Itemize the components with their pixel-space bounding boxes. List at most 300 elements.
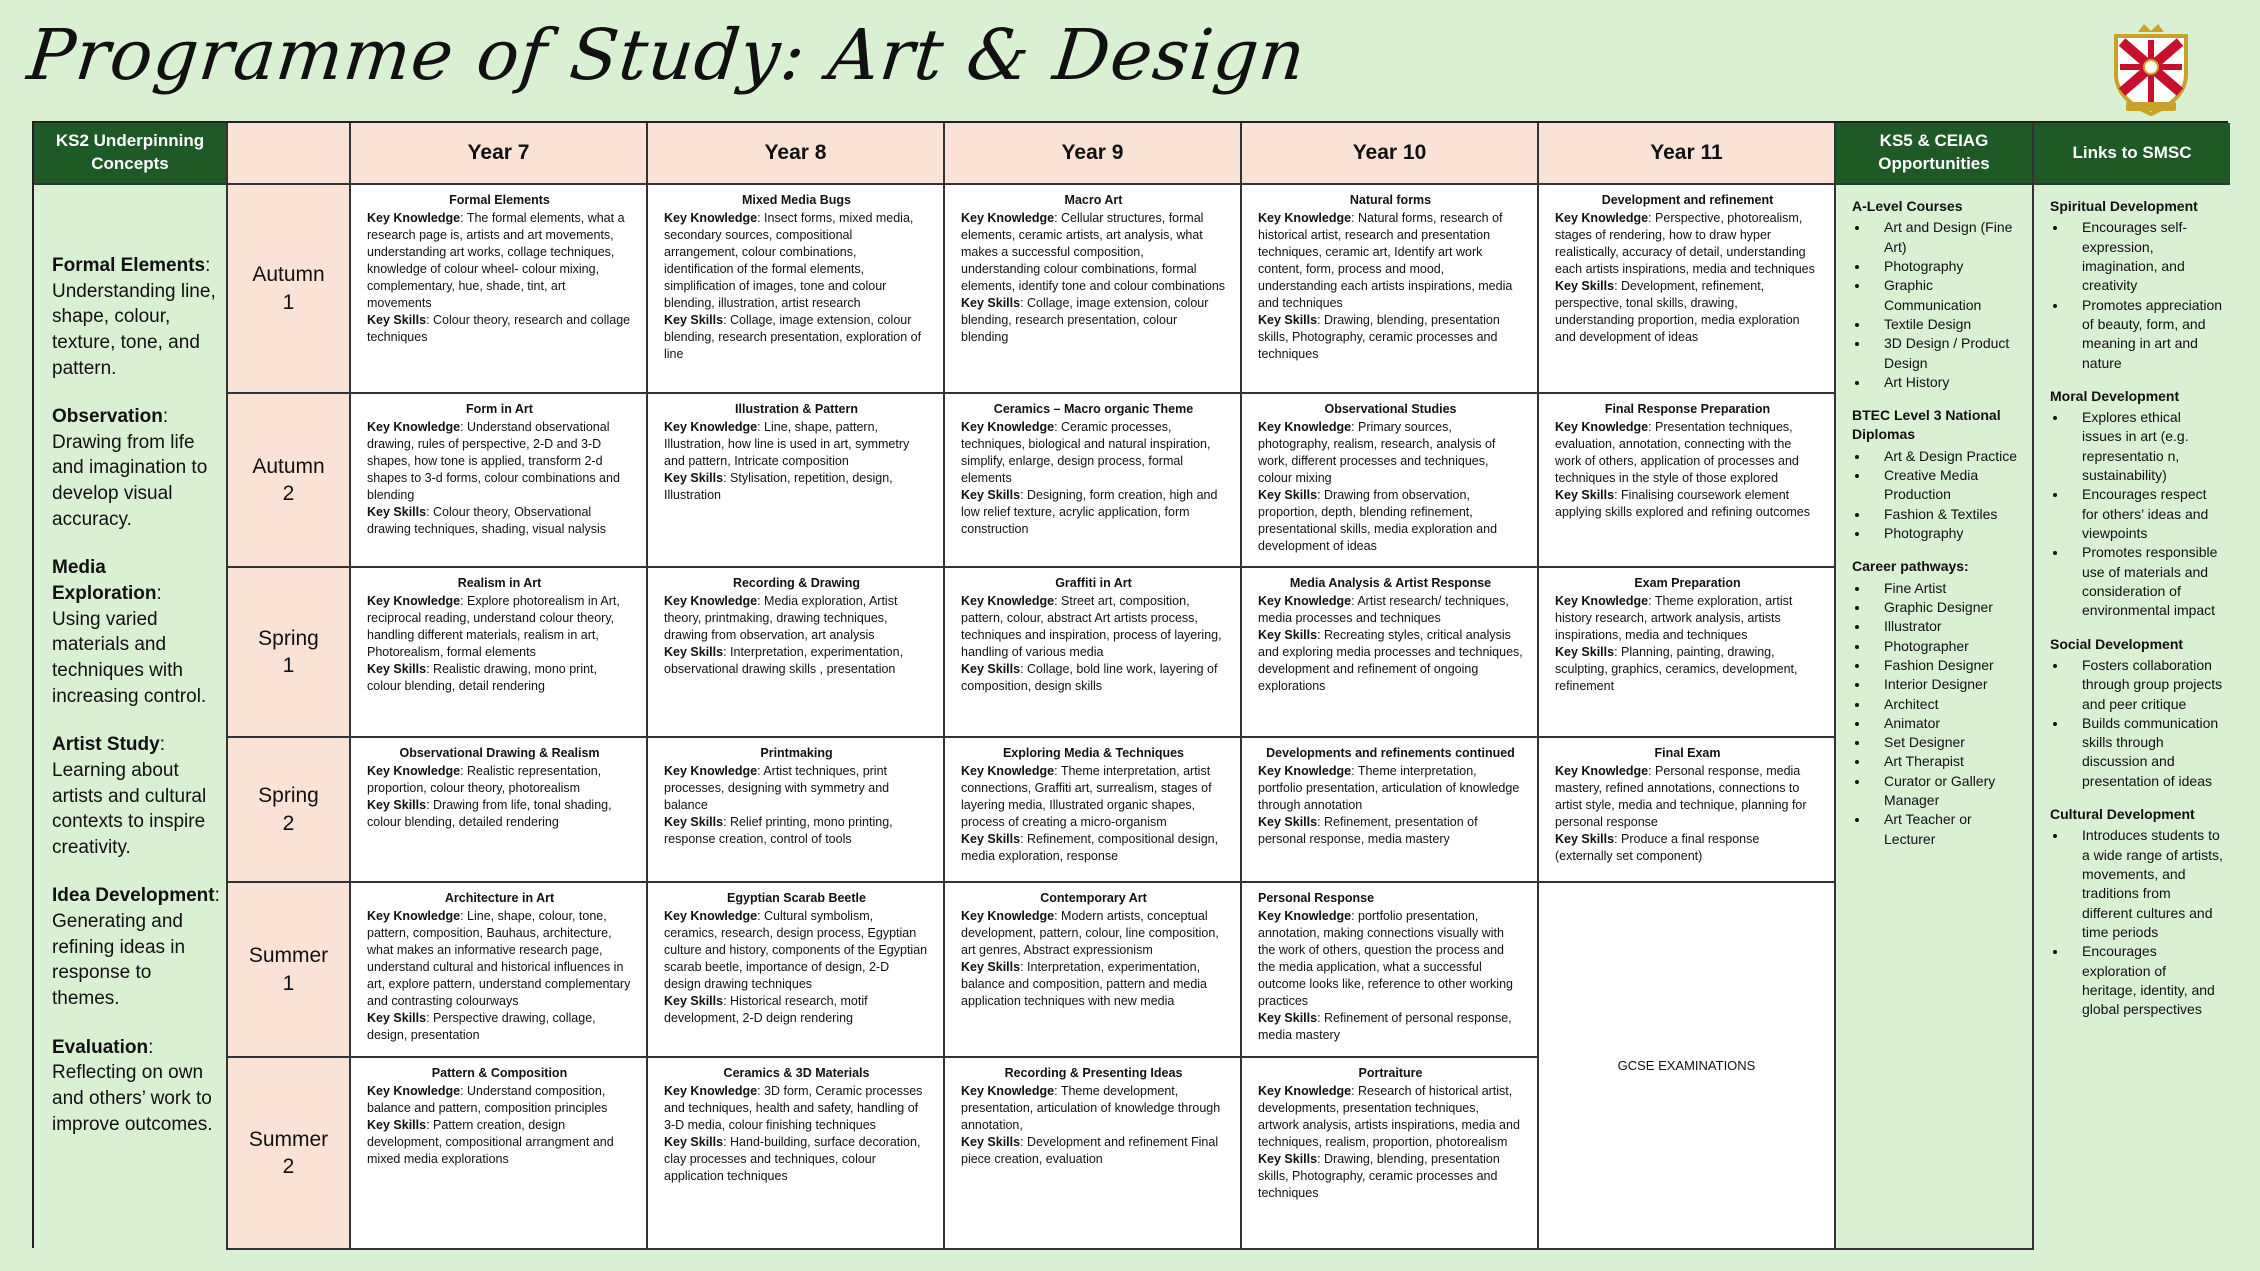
key-skills-text: Perspective drawing, collage, design, presentation: [367, 1011, 596, 1042]
ks2-concept-desc: Learning about artists and cultural contexts to inspire creativity.: [52, 759, 207, 858]
key-knowledge-label: Key Knowledge: [664, 909, 758, 923]
key-skills-label: Key Skills: [961, 832, 1021, 846]
key-knowledge-label: Key Knowledge: [664, 1084, 758, 1098]
key-skills-text: Produce a final response (externally set component): [1555, 832, 1760, 863]
smsc-list: [2050, 408, 2224, 620]
key-knowledge-label: Key Knowledge: [1258, 211, 1352, 225]
key-knowledge-label: Key Knowledge: [961, 764, 1055, 778]
smsc-heading: Moral Development: [2050, 387, 2180, 404]
unit-title: Mixed Media Bugs: [741, 193, 852, 207]
school-crest-logo: [2108, 22, 2194, 118]
key-knowledge: Key Knowledge: Modern artists, conceptual development, pattern, colour, line composition, art genres, Abstract expressionism: [961, 909, 1219, 957]
key-knowledge-text: Theme interpretation, artist connections, Graffiti art, surrealism, stages of layering media, Illustrated organic shapes, process of creating a micro-organism: [961, 764, 1212, 829]
key-knowledge: Key Knowledge: 3D form, Ceramic processes and techniques, health and safety, handling of 3-D media, colour finishing techniques: [664, 1084, 923, 1132]
unit-cell: [1539, 394, 1836, 568]
smsc-list-item: • Promotes appreciation of beauty, form, and meaning in art and nature: [2068, 296, 2224, 373]
key-knowledge-text: Natural forms, research of historical artist, research and presentation techniques, ceramic art, Identify art work content, form, process and mood, understanding each artists inspirations, media and techniques: [1258, 211, 1513, 310]
key-knowledge-label: Key Knowledge: [367, 211, 461, 225]
key-skills-label: Key Skills: [664, 645, 724, 659]
key-knowledge-text: Understand observational drawing, rules of perspective, 2-D and 3-D shapes, how tone is applied, transform 2-d shapes to 3-d forms, colour combinations and blending: [367, 420, 620, 502]
key-knowledge: Key Knowledge: Cultural symbolism, ceramics, research, design process, Egyptian culture and history, components of the Egyptian scarab beetle, importance of design, 2-D design drawing techniques: [664, 909, 928, 991]
ks2-concept-desc: Understanding line, shape, colour, texture, tone, and pattern.: [52, 280, 216, 379]
key-knowledge-label: Key Knowledge: [664, 594, 758, 608]
key-skills: Key Skills: Drawing, blending, presentation skills, Photography, ceramic processes and techniques: [1258, 313, 1500, 361]
unit-title: Portraiture: [1358, 1066, 1423, 1080]
ks2-concept: Idea Development: Generating and refining ideas in response to themes.: [52, 883, 220, 1011]
key-knowledge: Key Knowledge: The formal elements, what a research page is, artists and art movements, understanding art works, collage techniques, knowledge of colour wheel- colour mixing, complementary, hue, shade, tint, art movements: [367, 211, 625, 310]
smsc-list-item: • Explores ethical issues in art (e.g. representatio n, sustainability): [2068, 408, 2224, 485]
unit-title: Macro Art: [1064, 193, 1123, 207]
key-skills-text: Collage, bold line work, layering of composition, design skills: [961, 662, 1218, 693]
unit-cell: [648, 1058, 945, 1250]
unit-cell: [945, 568, 1242, 738]
key-skills-text: Colour theory, research and collage techniques: [367, 313, 631, 344]
key-knowledge-text: Line, shape, pattern, Illustration, how line is used in art, symmetry and pattern, Intricate composition: [664, 420, 910, 468]
ks5-list-item: • Illustrator: [1870, 617, 2026, 636]
key-skills: Key Skills: Drawing, blending, presentation skills, Photography, ceramic processes and techniques: [1258, 1152, 1500, 1200]
key-skills-text: Interpretation, experimentation, balance and composition, pattern and media application techniques with new media: [961, 960, 1207, 1008]
smsc-list-item: • Encourages self-expression, imagination, and creativity: [2068, 218, 2224, 295]
key-knowledge: Key Knowledge: Understand composition, balance and pattern, composition principles: [367, 1084, 608, 1115]
ks2-concept-name: Evaluation: [52, 1036, 149, 1058]
key-skills-text: Realistic drawing, mono print, colour blending, detail rendering: [367, 662, 597, 693]
key-skills: Key Skills: Historical research, motif development, 2-D deign rendering: [664, 994, 868, 1025]
unit-cell: [351, 568, 648, 738]
key-skills-label: Key Skills: [367, 1011, 427, 1025]
key-knowledge: Key Knowledge: Line, shape, colour, tone, pattern, composition, Bauhaus, architecture, what makes an informative research page, understand cultural and historical influences in art, explore pattern, understand complementary and contrasting colourways: [367, 909, 631, 1008]
key-skills-text: Refinement of personal response, media mastery: [1258, 1011, 1512, 1042]
key-skills: Key Skills: Recreating styles, critical analysis and exploring media processes and techniques, development and refinement of ongoing explorations: [1258, 628, 1523, 693]
ks2-concepts-column: [34, 185, 228, 1250]
term-label: Summer 1: [228, 883, 351, 1058]
unit-title: Developments and refinements continued: [1266, 746, 1515, 760]
unit-title: Final Exam: [1654, 746, 1721, 760]
key-skills-text: Refinement, presentation of personal response, media mastery: [1258, 815, 1478, 846]
smsc-list-item: • Encourages respect for others’ ideas and viewpoints: [2068, 485, 2224, 543]
unit-title: Exploring Media & Techniques: [1002, 746, 1185, 760]
unit-title: Form in Art: [466, 402, 533, 416]
key-skills: Key Skills: Refinement, presentation of personal response, media mastery: [1258, 815, 1478, 846]
key-skills: Key Skills: Relief printing, mono printing, response creation, control of tools: [664, 815, 893, 846]
key-skills: Key Skills: Realistic drawing, mono print, colour blending, detail rendering: [367, 662, 597, 693]
key-knowledge-text: Cultural symbolism, ceramics, research, design process, Egyptian culture and history, components of the Egyptian scarab beetle, importance of design, 2-D design drawing techniques: [664, 909, 928, 991]
key-knowledge: Key Knowledge: Artist techniques, print processes, designing with symmetry and balance: [664, 764, 890, 812]
key-knowledge-text: Primary sources, photography, realism, research, analysis of work, different processes and techniques, colour mixing: [1258, 420, 1496, 485]
key-skills: Key Skills: Perspective drawing, collage, design, presentation: [367, 1011, 596, 1042]
unit-title: Ceramics – Macro organic Theme: [993, 402, 1194, 416]
ks5-list-item: • Art History: [1870, 373, 2026, 392]
key-knowledge: Key Knowledge: Theme interpretation, portfolio presentation, articulation of knowledge through annotation: [1258, 764, 1520, 812]
key-skills-label: Key Skills: [1258, 1011, 1318, 1025]
ks5-list-item: • Photography: [1870, 257, 2026, 276]
key-skills: Key Skills: Drawing from life, tonal shading, colour blending, detailed rendering: [367, 798, 612, 829]
key-knowledge-label: Key Knowledge: [367, 764, 461, 778]
smsc-heading: Cultural Development: [2050, 806, 2195, 823]
unit-cell: [648, 738, 945, 883]
key-knowledge-text: Realistic representation, proportion, colour theory, photorealism: [367, 764, 602, 795]
unit-cell: [648, 185, 945, 394]
key-knowledge: Key Knowledge: Ceramic processes, techniques, biological and natural inspiration, simplify, enlarge, design process, formal elements: [961, 420, 1211, 485]
key-skills-label: Key Skills: [664, 994, 724, 1008]
unit-title: Architecture in Art: [444, 891, 555, 905]
key-knowledge-label: Key Knowledge: [1258, 764, 1352, 778]
key-knowledge: Key Knowledge: Research of historical artist, developments, presentation techniques, artwork analysis, artists inspirations, media and techniques, realism, proportion, photorealism: [1258, 1084, 1520, 1149]
ks2-concept-desc: Drawing from life and imagination to develop visual accuracy.: [52, 431, 208, 530]
ks5-list-item: • Textile Design: [1870, 315, 2026, 334]
key-knowledge-label: Key Knowledge: [367, 909, 461, 923]
ks5-column: [1836, 185, 2034, 1250]
unit-title: Observational Drawing & Realism: [399, 746, 600, 760]
unit-cell: [1242, 185, 1539, 394]
ks5-heading: BTEC Level 3 National Diplomas: [1852, 407, 2001, 443]
unit-title: Illustration & Pattern: [735, 402, 858, 416]
key-knowledge: Key Knowledge: Line, shape, pattern, Illustration, how line is used in art, symmetry and pattern, Intricate composition: [664, 420, 910, 468]
unit-title: Media Analysis & Artist Response: [1289, 576, 1492, 590]
key-knowledge-label: Key Knowledge: [961, 211, 1055, 225]
key-knowledge-label: Key Knowledge: [1258, 1084, 1352, 1098]
ks2-concept-name: Formal Elements: [52, 255, 206, 276]
key-knowledge-text: Explore photorealism in Art, reciprocal reading, understand colour theory, handling different materials, realism in art, Photorealism, formal elements: [367, 594, 620, 659]
ks5-list-item: • Fashion & Textiles: [1870, 505, 2026, 524]
key-knowledge-text: portfolio presentation, annotation, making connections visually with the work of others, question the process and the media application, what a successful outcome looks like, reference to other working practices: [1258, 909, 1513, 1008]
unit-cell: [351, 738, 648, 883]
key-knowledge-text: Theme interpretation, portfolio presentation, articulation of knowledge through annotation: [1258, 764, 1520, 812]
key-knowledge-label: Key Knowledge: [1555, 764, 1649, 778]
ks2-concept-desc: Generating and refining ideas in response to themes.: [52, 911, 186, 1010]
key-skills-text: Recreating styles, critical analysis and exploring media processes and techniques, development and refinement of ongoing explorations: [1258, 628, 1523, 693]
key-knowledge-label: Key Knowledge: [367, 594, 461, 608]
key-skills-text: Stylisation, repetition, design, Illustration: [664, 471, 893, 502]
key-skills-label: Key Skills: [1555, 279, 1615, 293]
ks5-list-item: • Art & Design Practice: [1870, 447, 2026, 466]
key-knowledge: Key Knowledge: Insect forms, mixed media, secondary sources, compositional arrangement, colour combinations, identification of the formal elements, simplification of images, tone and colour blending, illustration, artist research: [664, 211, 914, 310]
key-skills-label: Key Skills: [1258, 1152, 1318, 1166]
ks5-list-item: • Creative Media Production: [1870, 466, 2026, 505]
smsc-list-item: • Encourages exploration of heritage, identity, and global perspectives: [2068, 942, 2224, 1019]
ks2-concept-name: Idea Development: [52, 885, 215, 907]
ks2-concept-desc: Using varied materials and techniques with increasing control.: [52, 608, 207, 707]
ks5-list-item: • Curator or Gallery Manager: [1870, 772, 2026, 811]
key-skills-text: Development and refinement Final piece creation, evaluation: [961, 1135, 1219, 1166]
key-skills: Key Skills: Refinement, compositional design, media exploration, response: [961, 832, 1219, 863]
smsc-list-item: • Promotes responsible use of materials and consideration of environmental impact: [2068, 543, 2224, 620]
key-knowledge: Key Knowledge: Artist research/ techniques, media processes and techniques: [1258, 594, 1509, 625]
key-knowledge-text: Modern artists, conceptual development, pattern, colour, line composition, art genres, Abstract expressionism: [961, 909, 1219, 957]
unit-title: Natural forms: [1349, 193, 1432, 207]
key-skills-label: Key Skills: [1555, 645, 1615, 659]
unit-cell: [351, 394, 648, 568]
ks5-list-item: • Art and Design (Fine Art): [1870, 218, 2026, 257]
ks5-list-item: • Architect: [1870, 695, 2026, 714]
key-skills-text: Drawing, blending, presentation skills, Photography, ceramic processes and techniques: [1258, 313, 1500, 361]
key-knowledge: Key Knowledge: portfolio presentation, annotation, making connections visually with the work of others, question the process and the media application, what a successful outcome looks like, reference to other working practices: [1258, 909, 1513, 1008]
unit-title: Observational Studies: [1324, 402, 1457, 416]
key-skills: Key Skills: Development and refinement Final piece creation, evaluation: [961, 1135, 1219, 1166]
key-knowledge-label: Key Knowledge: [961, 420, 1055, 434]
term-label: Autumn 1: [228, 185, 351, 394]
key-skills-label: Key Skills: [961, 488, 1021, 502]
key-knowledge-label: Key Knowledge: [961, 594, 1055, 608]
key-knowledge: Key Knowledge: Cellular structures, formal elements, ceramic artists, art analysis, what makes a successful composition, understanding colour combinations, formal elements, identify tone and colour combinations: [961, 211, 1226, 293]
unit-cell: [351, 185, 648, 394]
ks5-list-item: • Fashion Designer: [1870, 656, 2026, 675]
unit-cell: [351, 1058, 648, 1250]
unit-title: Realism in Art: [457, 576, 542, 590]
term-header-blank: [228, 123, 351, 185]
unit-title: Development and refinement: [1601, 193, 1774, 207]
key-knowledge: Key Knowledge: Explore photorealism in Art, reciprocal reading, understand colour theory, handling different materials, realism in art, Photorealism, formal elements: [367, 594, 620, 659]
ks5-list: [1852, 579, 2026, 849]
unit-cell: [1242, 883, 1539, 1058]
unit-cell: [1539, 738, 1836, 883]
key-skills: Key Skills: Drawing from observation, proportion, depth, blending refinement, presentational skills, media exploration and development of ideas: [1258, 488, 1498, 553]
key-skills-text: Pattern creation, design development, compositional arrangment and mixed media explorations: [367, 1118, 614, 1166]
smsc-list: [2050, 218, 2224, 373]
ks5-list-item: • Fine Artist: [1870, 579, 2026, 598]
key-skills-label: Key Skills: [367, 1118, 427, 1132]
key-skills-text: Planning, painting, drawing, sculpting, graphics, ceramics, development, refinement: [1555, 645, 1798, 693]
key-skills: Key Skills: Hand-building, surface decoration, clay processes and techniques, colour application techniques: [664, 1135, 921, 1183]
programme-table: [32, 121, 2228, 1248]
key-knowledge-text: Media exploration, Artist theory, printmaking, drawing techniques, drawing from observation, art analysis: [664, 594, 898, 642]
ks2-concept: Evaluation: Reflecting on own and others’ work to improve outcomes.: [52, 1035, 220, 1138]
key-skills: Key Skills: Colour theory, research and collage techniques: [367, 313, 631, 344]
key-knowledge-label: Key Knowledge: [664, 211, 758, 225]
key-skills-label: Key Skills: [961, 1135, 1021, 1149]
smsc-list-item: • Introduces students to a wide range of artists, movements, and traditions from different cultures and time periods: [2068, 826, 2224, 942]
key-knowledge-label: Key Knowledge: [1555, 594, 1649, 608]
key-skills-text: Development, refinement, perspective, tonal skills, drawing, understanding proportion, media exploration and development of ideas: [1555, 279, 1800, 344]
unit-cell: [648, 394, 945, 568]
key-knowledge-text: Street art, composition, pattern, colour, abstract Art artists process, techniques and inspiration, process of layering, handling of various media: [961, 594, 1222, 659]
term-label: Autumn 2: [228, 394, 351, 568]
key-knowledge: Key Knowledge: Realistic representation, proportion, colour theory, photorealism: [367, 764, 602, 795]
key-skills: Key Skills: Collage, image extension, colour blending, research presentation, exploration of line: [664, 313, 922, 361]
key-knowledge: Key Knowledge: Theme interpretation, artist connections, Graffiti art, surrealism, stages of layering media, Illustrated organic shapes, process of creating a micro-organism: [961, 764, 1212, 829]
ks2-concept: Media Exploration: Using varied materials and techniques with increasing control.: [52, 555, 220, 709]
unit-title: Pattern & Composition: [431, 1066, 568, 1080]
ks5-list-item: • Photography: [1870, 524, 2026, 543]
ks5-list-item: • Photographer: [1870, 637, 2026, 656]
unit-cell: [945, 738, 1242, 883]
key-skills-text: Historical research, motif development, 2-D deign rendering: [664, 994, 868, 1025]
key-knowledge-label: Key Knowledge: [367, 420, 461, 434]
key-skills-label: Key Skills: [1258, 313, 1318, 327]
key-skills-text: Collage, image extension, colour blending, research presentation, colour blending: [961, 296, 1209, 344]
key-knowledge: Key Knowledge: Understand observational drawing, rules of perspective, 2-D and 3-D shapes, how tone is applied, transform 2-d shapes to 3-d forms, colour combinations and blending: [367, 420, 620, 502]
ks5-list-item: • Graphic Designer: [1870, 598, 2026, 617]
year-7-header: Year 7: [351, 123, 648, 185]
key-skills-text: Designing, form creation, high and low relief texture, acrylic application, form construction: [961, 488, 1218, 536]
key-skills-label: Key Skills: [367, 798, 427, 812]
ks5-list-item: • Graphic Communication: [1870, 276, 2026, 315]
year-10-header: Year 10: [1242, 123, 1539, 185]
key-knowledge-label: Key Knowledge: [367, 1084, 461, 1098]
key-skills: Key Skills: Designing, form creation, high and low relief texture, acrylic application, form construction: [961, 488, 1218, 536]
smsc-heading: Spiritual Development: [2050, 198, 2198, 214]
ks5-list-item: • Interior Designer: [1870, 675, 2026, 694]
key-skills-label: Key Skills: [1258, 488, 1318, 502]
year-9-header: Year 9: [945, 123, 1242, 185]
unit-title: Formal Elements: [449, 193, 550, 207]
key-knowledge: Key Knowledge: Presentation techniques, evaluation, annotation, connecting with the work of others, application of processes and techniques in the style of those explored: [1555, 420, 1799, 485]
key-knowledge-text: Insect forms, mixed media, secondary sources, compositional arrangement, colour combinations, identification of the formal elements, simplification of images, tone and colour blending, illustration, artist research: [664, 211, 914, 310]
key-skills-text: Collage, image extension, colour blending, research presentation, exploration of line: [664, 313, 922, 361]
key-knowledge-text: Cellular structures, formal elements, ceramic artists, art analysis, what makes a successful composition, understanding colour combinations, formal elements, identify tone and colour combinations: [961, 211, 1226, 293]
ks5-list: [1852, 447, 2026, 544]
key-skills-text: Hand-building, surface decoration, clay processes and techniques, colour application techniques: [664, 1135, 921, 1183]
term-label: Spring 1: [228, 568, 351, 738]
key-skills-text: Drawing from life, tonal shading, colour blending, detailed rendering: [367, 798, 612, 829]
key-knowledge: Key Knowledge: Personal response, media mastery, refined annotations, connections to artist style, media and technique, planning for personal response: [1555, 764, 1807, 829]
smsc-list: [2050, 656, 2224, 791]
key-skills: Key Skills: Planning, painting, drawing, sculpting, graphics, ceramics, development, refinement: [1555, 645, 1798, 693]
key-skills: Key Skills: Finalising coursework element applying skills explored and refining outcomes: [1555, 488, 1811, 519]
unit-cell: [945, 185, 1242, 394]
gcse-examinations-cell: GCSE EXAMINATIONS: [1539, 883, 1836, 1250]
unit-cell: [945, 883, 1242, 1058]
ks2-concept-name: Artist Study: [52, 734, 160, 756]
smsc-list: [2050, 826, 2224, 1019]
key-skills: Key Skills: Stylisation, repetition, design, Illustration: [664, 471, 893, 502]
unit-cell: [648, 883, 945, 1058]
key-skills: Key Skills: Interpretation, experimentation, observational drawing skills , presentation: [664, 645, 904, 676]
key-skills-label: Key Skills: [1258, 815, 1318, 829]
key-skills-text: Drawing from observation, proportion, depth, blending refinement, presentational skills, media exploration and development of ideas: [1258, 488, 1498, 553]
key-skills-label: Key Skills: [1555, 832, 1615, 846]
key-knowledge-label: Key Knowledge: [1555, 211, 1649, 225]
ks5-heading: A-Level Courses: [1852, 198, 1963, 214]
key-skills-label: Key Skills: [664, 815, 724, 829]
key-knowledge-label: Key Knowledge: [961, 1084, 1055, 1098]
key-knowledge-text: Line, shape, colour, tone, pattern, composition, Bauhaus, architecture, what makes an informative research page, understand cultural and historical influences in art, explore pattern, understand complementary and contrasting colourways: [367, 909, 631, 1008]
unit-cell: [648, 568, 945, 738]
key-skills-label: Key Skills: [961, 960, 1021, 974]
unit-cell: [1242, 738, 1539, 883]
key-skills-text: Finalising coursework element applying skills explored and refining outcomes: [1555, 488, 1811, 519]
smsc-list-item: • Fosters collaboration through group projects and peer critique: [2068, 656, 2224, 714]
key-knowledge-text: The formal elements, what a research page is, artists and art movements, understanding art works, collage techniques, knowledge of colour wheel- colour mixing, complementary, hue, shade, tint, art movements: [367, 211, 625, 310]
key-skills-label: Key Skills: [664, 1135, 724, 1149]
unit-title: Egyptian Scarab Beetle: [727, 891, 866, 905]
key-skills: Key Skills: Produce a final response (externally set component): [1555, 832, 1760, 863]
key-knowledge-label: Key Knowledge: [1258, 594, 1352, 608]
unit-title: Graffiti in Art: [1055, 576, 1132, 590]
unit-title: Final Response Preparation: [1604, 402, 1771, 416]
unit-cell: [1539, 185, 1836, 394]
key-knowledge: Key Knowledge: Theme exploration, artist history research, artwork analysis, artists inspirations, media and techniques: [1555, 594, 1793, 642]
ks2-concept-name: Observation: [52, 406, 163, 428]
key-skills-label: Key Skills: [1555, 488, 1615, 502]
key-knowledge-label: Key Knowledge: [1555, 420, 1649, 434]
unit-title: Recording & Drawing: [732, 576, 861, 590]
unit-cell: [945, 394, 1242, 568]
key-knowledge-text: Research of historical artist, developments, presentation techniques, artwork analysis, artists inspirations, media and techniques, realism, proportion, photorealism: [1258, 1084, 1520, 1149]
key-knowledge-text: Theme exploration, artist history research, artwork analysis, artists inspirations, media and techniques: [1555, 594, 1793, 642]
ks5-list-item: • 3D Design / Product Design: [1870, 334, 2026, 373]
key-skills: Key Skills: Pattern creation, design development, compositional arrangment and mixed media explorations: [367, 1118, 614, 1166]
ks2-concept: Artist Study: Learning about artists and cultural contexts to inspire creativity.: [52, 732, 220, 860]
key-skills-label: Key Skills: [367, 662, 427, 676]
key-skills-text: Relief printing, mono printing, response creation, control of tools: [664, 815, 893, 846]
ks2-concept-name: Media Exploration: [52, 557, 157, 605]
page-title: Programme of Study: Art & Design: [23, 14, 1310, 96]
unit-cell: [1242, 1058, 1539, 1250]
ks5-list-item: • Animator: [1870, 714, 2026, 733]
smsc-column: [2034, 185, 2230, 1250]
key-knowledge-label: Key Knowledge: [664, 420, 758, 434]
key-skills-text: Refinement, compositional design, media exploration, response: [961, 832, 1219, 863]
key-knowledge-text: Personal response, media mastery, refined annotations, connections to artist style, media and technique, planning for personal response: [1555, 764, 1807, 829]
key-skills-label: Key Skills: [961, 296, 1021, 310]
unit-title: Ceramics & 3D Materials: [723, 1066, 870, 1080]
key-knowledge: Key Knowledge: Street art, composition, pattern, colour, abstract Art artists process, techniques and inspiration, process of layering, handling of various media: [961, 594, 1222, 659]
key-skills-label: Key Skills: [664, 313, 724, 327]
key-skills-text: Colour theory, Observational drawing techniques, shading, visual nalysis: [367, 505, 607, 536]
key-knowledge: Key Knowledge: Media exploration, Artist theory, printmaking, drawing techniques, drawing from observation, art analysis: [664, 594, 898, 642]
unit-title: Contemporary Art: [1040, 891, 1147, 905]
unit-cell: [945, 1058, 1242, 1250]
ks2-concept: Formal Elements: Understanding line, shape, colour, texture, tone, and pattern.: [52, 253, 220, 381]
key-knowledge-text: 3D form, Ceramic processes and techniques, health and safety, handling of 3-D media, colour finishing techniques: [664, 1084, 923, 1132]
key-knowledge: Key Knowledge: Primary sources, photography, realism, research, analysis of work, different processes and techniques, colour mixing: [1258, 420, 1496, 485]
smsc-heading: Social Development: [2050, 635, 2184, 652]
ks2-concept-desc: Reflecting on own and others’ work to improve outcomes.: [52, 1062, 213, 1135]
key-knowledge-text: Theme development, presentation, articulation of knowledge through annotation,: [961, 1084, 1221, 1132]
key-skills-label: Key Skills: [367, 313, 427, 327]
key-skills-label: Key Skills: [367, 505, 427, 519]
key-skills-label: Key Skills: [664, 471, 724, 485]
unit-title: Printmaking: [760, 746, 833, 760]
unit-cell: [1539, 568, 1836, 738]
key-knowledge-label: Key Knowledge: [1258, 420, 1352, 434]
key-skills-label: Key Skills: [961, 662, 1021, 676]
smsc-list-item: • Builds communication skills through discussion and presentation of ideas: [2068, 714, 2224, 791]
ks5-list-item: • Set Designer: [1870, 733, 2026, 752]
ks2-header: KS2 Underpinning Concepts: [34, 123, 228, 185]
key-skills: Key Skills: Collage, image extension, colour blending, research presentation, colour blending: [961, 296, 1209, 344]
smsc-header: Links to SMSC: [2034, 123, 2230, 185]
unit-cell: [1242, 568, 1539, 738]
key-skills: Key Skills: Collage, bold line work, layering of composition, design skills: [961, 662, 1218, 693]
key-knowledge-label: Key Knowledge: [664, 764, 758, 778]
key-knowledge: Key Knowledge: Perspective, photorealism, stages of rendering, how to draw hyper realistically, accuracy of detail, understanding each artists inspirations, media and techniques: [1555, 211, 1815, 276]
key-knowledge-text: Presentation techniques, evaluation, annotation, connecting with the work of others, application of processes and techniques in the style of those explored: [1555, 420, 1799, 485]
key-skills-text: Drawing, blending, presentation skills, Photography, ceramic processes and techniques: [1258, 1152, 1500, 1200]
key-knowledge-label: Key Knowledge: [1258, 909, 1352, 923]
term-label: Summer 2: [228, 1058, 351, 1250]
key-skills-label: Key Skills: [1258, 628, 1318, 642]
unit-title: Recording & Presenting Ideas: [1004, 1066, 1183, 1080]
ks5-list-item: • Art Therapist: [1870, 752, 2026, 771]
key-knowledge-text: Perspective, photorealism, stages of rendering, how to draw hyper realistically, accuracy of detail, understanding each artists inspirations, media and techniques: [1555, 211, 1815, 276]
year-8-header: Year 8: [648, 123, 945, 185]
key-skills: Key Skills: Refinement of personal response, media mastery: [1258, 1011, 1512, 1042]
key-knowledge-text: Artist techniques, print processes, designing with symmetry and balance: [664, 764, 890, 812]
key-knowledge: Key Knowledge: Natural forms, research of historical artist, research and presentation techniques, ceramic art, Identify art work content, form, process and mood, understanding each artists inspirations, media and techniques: [1258, 211, 1513, 310]
ks5-list-item: • Art Teacher or Lecturer: [1870, 810, 2026, 849]
unit-title: Exam Preparation: [1634, 576, 1741, 590]
ks5-list: [1852, 218, 2026, 392]
key-knowledge-label: Key Knowledge: [961, 909, 1055, 923]
key-knowledge: Key Knowledge: Theme development, presentation, articulation of knowledge through annotation,: [961, 1084, 1221, 1132]
key-skills: Key Skills: Colour theory, Observational drawing techniques, shading, visual nalysis: [367, 505, 607, 536]
unit-cell: [351, 883, 648, 1058]
ks2-concept: Observation: Drawing from life and imagination to develop visual accuracy.: [52, 404, 220, 532]
key-knowledge-text: Artist research/ techniques, media processes and techniques: [1258, 594, 1509, 625]
term-label: Spring 2: [228, 738, 351, 883]
ks5-heading: Career pathways:: [1852, 558, 1969, 575]
